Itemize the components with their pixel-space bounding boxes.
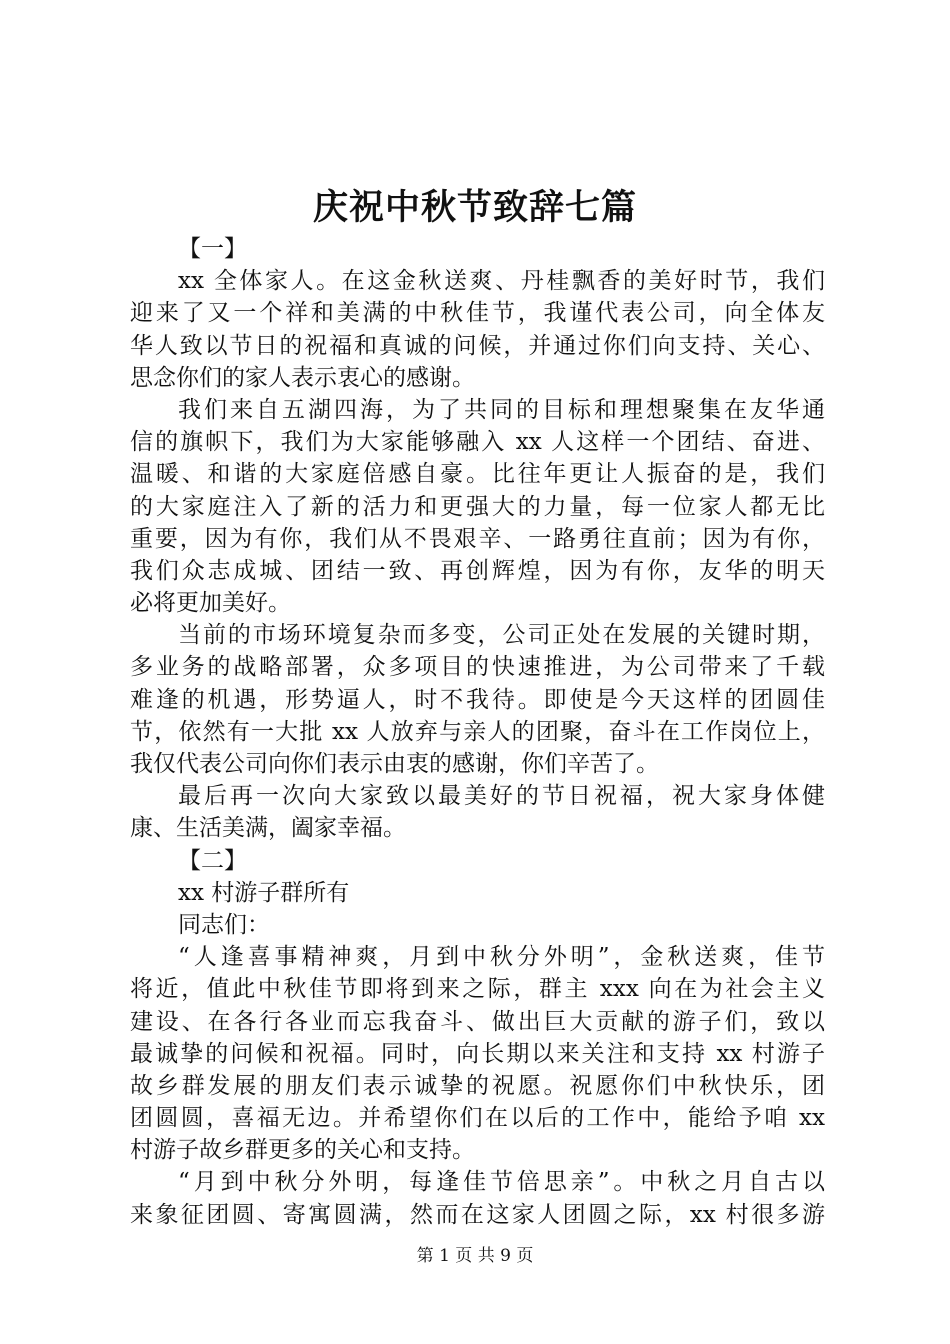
- text-line: 重要，因为有你，我们从不畏艰辛、一路勇往直前；因为有你，: [130, 525, 825, 552]
- text-line: 节，依然有一大批 xx 人放弃与亲人的团聚，奋斗在工作岗位上，: [130, 718, 825, 745]
- document-body: [130, 233, 825, 1231]
- text-line: 团圆圆，喜福无边。并希望你们在以后的工作中，能给予咱 xx: [130, 1105, 825, 1132]
- text-line: xx 全体家人。在这金秋送爽、丹桂飘香的美好时节，我们: [178, 268, 825, 295]
- text-line: 将近，值此中秋佳节即将到来之际，群主 xxx 向在为社会主义: [130, 976, 825, 1003]
- document-title: 庆祝中秋节致辞七篇: [312, 187, 637, 228]
- text-line: 故乡群发展的朋友们表示诚挚的祝愿。祝愿你们中秋快乐，团: [130, 1072, 825, 1099]
- text-line: 华人致以节日的祝福和真诚的问候，并通过你们向支持、关心、: [130, 332, 825, 359]
- section-heading-line: 【一】: [178, 236, 247, 262]
- text-line: 迎来了又一个祥和美满的中秋佳节，我谨代表公司，向全体友: [130, 300, 825, 327]
- text-line: 难逢的机遇，形势逼人，时不我待。即使是今天这样的团圆佳: [130, 686, 825, 713]
- text-line: 必将更加美好。: [130, 590, 291, 617]
- text-line: “人逢喜事精神爽，月到中秋分外明”，金秋送爽，佳节: [178, 944, 825, 971]
- page-footer: 第 1 页 共 9 页: [416, 1246, 534, 1266]
- text-line: 我们来自五湖四海，为了共同的目标和理想聚集在友华通: [178, 396, 825, 423]
- text-line: 康、生活美满，阖家幸福。: [130, 815, 406, 842]
- text-line: 我仅代表公司向你们表示由衷的感谢，你们辛苦了。: [130, 751, 659, 777]
- text-line: 信的旗帜下，我们为大家能够融入 xx 人这样一个团结、奋进、: [130, 429, 825, 456]
- text-line: 最后再一次向大家致以最美好的节日祝福，祝大家身体健: [178, 783, 825, 810]
- text-line: “月到中秋分外明，每逢佳节倍思亲”。中秋之月自古以: [178, 1169, 825, 1196]
- section-heading-line: 同志们：: [178, 911, 270, 938]
- text-line: 温暖、和谐的大家庭倍感自豪。比往年更让人振奋的是，我们: [130, 461, 825, 488]
- text-line: 的大家庭注入了新的活力和更强大的力量，每一位家人都无比: [130, 493, 825, 520]
- text-line: 当前的市场环境复杂而多变，公司正处在发展的关键时期，: [178, 622, 825, 649]
- text-line: 建设、在各行各业而忘我奋斗、做出巨大贡献的游子们，致以: [130, 1008, 825, 1035]
- text-line: 村游子故乡群更多的关心和支持。: [130, 1137, 475, 1164]
- text-line: 多业务的战略部署，众多项目的快速推进，为公司带来了千载: [130, 654, 825, 681]
- text-line: 来象征团圆、寄寓圆满，然而在这家人团圆之际，xx 村很多游: [130, 1201, 825, 1228]
- section-heading-line: xx 村游子群所有: [178, 879, 350, 906]
- text-line: 我们众志成城、团结一致、再创辉煌，因为有你，友华的明天: [130, 557, 825, 584]
- text-line: 思念你们的家人表示衷心的感谢。: [130, 364, 475, 391]
- section-heading-line: 【二】: [178, 847, 247, 874]
- text-line: 最诚挚的问候和祝福。同时，向长期以来关注和支持 xx 村游子: [130, 1040, 825, 1067]
